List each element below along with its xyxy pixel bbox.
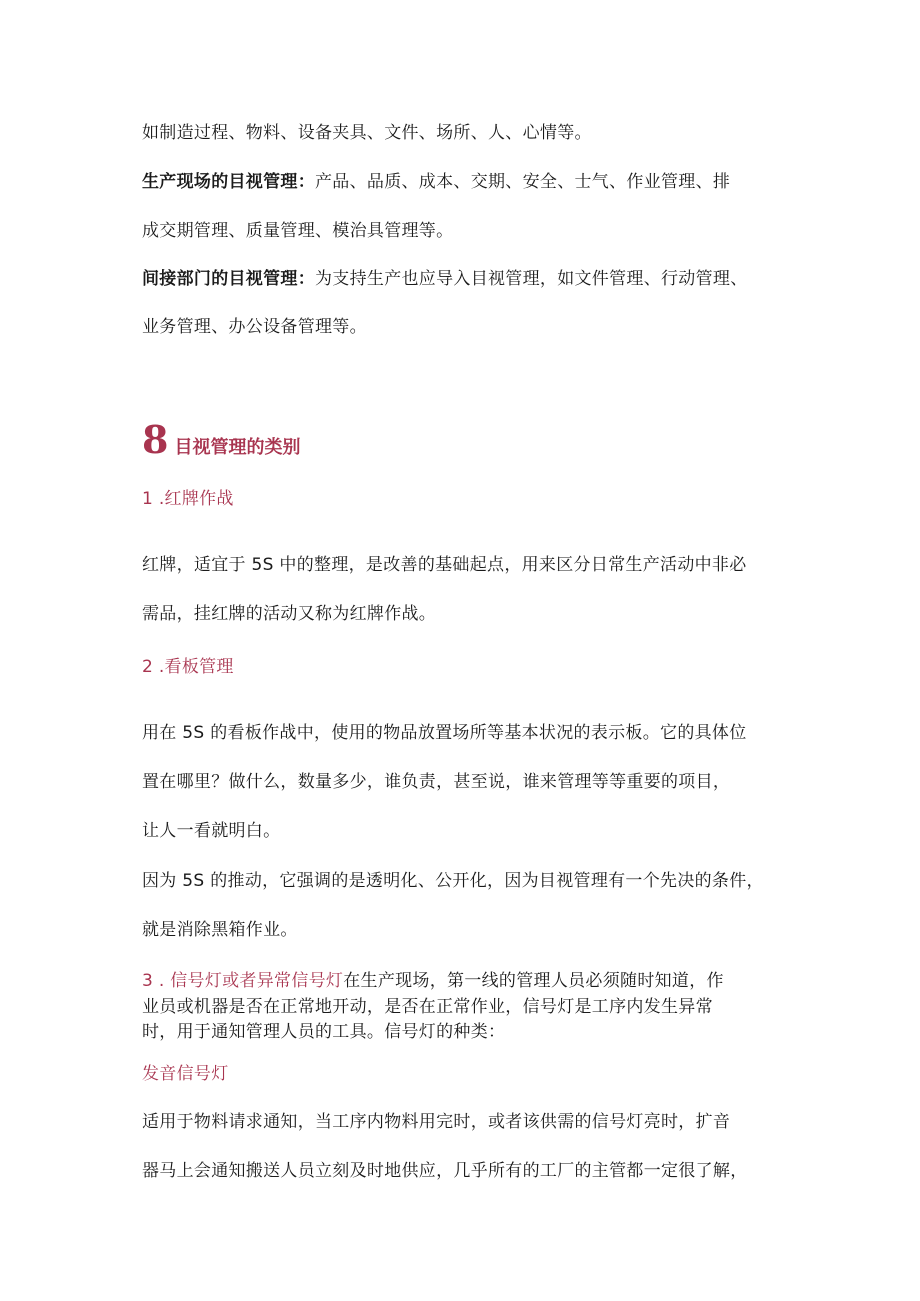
section-title: 目视管理的类别 [174,437,301,458]
item4-line1: 适用于物料请求通知，当工序内物料用完时，或者该供需的信号灯亮时，扩音 [142,1112,731,1132]
item3-heading: 3 . 信号灯或者异常信号灯 [142,971,344,991]
paragraph-production-line2: 成交期管理、质量管理、模治具管理等。 [142,221,454,241]
item3-text1: 在生产现场，第一线的管理人员必须随时知道，作 [343,971,724,991]
item2-line4: 因为 5S 的推动，它强调的是透明化、公开化，因为目视管理有一个先决的条件， [142,871,764,891]
item2-line3: 让人一看就明白。 [142,821,281,841]
item2-heading: 2 .看板管理 [142,657,234,677]
item3-line3: 时，用于通知管理人员的工具。信号灯的种类： [142,1022,506,1042]
item4-heading: 发音信号灯 [142,1064,229,1084]
paragraph-production-text: 产品、品质、成本、交期、安全、士气、作业管理、排 [315,172,731,192]
paragraph-indirect-line1 [142,268,748,290]
section-heading [142,418,300,462]
item1-heading: 1 .红牌作战 [142,489,234,509]
item4-line2: 器马上会通知搬送人员立刻及时地供应，几乎所有的工厂的主管都一定很了解， [142,1161,748,1181]
paragraph-indirect-line2: 业务管理、办公设备管理等。 [142,317,367,337]
item3-line2: 业员或机器是否在正常地开动，是否在正常作业，信号灯是工序内发生异常 [142,997,713,1017]
paragraph-indirect-text: 为支持生产也应导入目视管理，如文件管理、行动管理、 [315,269,748,289]
paragraph-indirect-label: 间接部门的目视管理： [142,269,315,289]
item1-line2: 需品，挂红牌的活动又称为红牌作战。 [142,604,437,624]
paragraph-intro: 如制造过程、物料、设备夹具、文件、场所、人、心情等。 [142,123,592,143]
item2-line2: 置在哪里？做什么，数量多少，谁负责，甚至说，谁来管理等等重要的项目， [142,772,731,792]
item1-line1: 红牌，适宜于 5S 中的整理，是改善的基础起点，用来区分日常生产活动中非必 [142,555,747,575]
item3-line1 [142,970,724,992]
item2-line1: 用在 5S 的看板作战中，使用的物品放置场所等基本状况的表示板。它的具体位 [142,723,747,743]
paragraph-production-line1 [142,171,730,193]
paragraph-production-label: 生产现场的目视管理： [142,172,315,192]
section-number: 8 [142,417,169,462]
item2-line5: 就是消除黑箱作业。 [142,920,298,940]
